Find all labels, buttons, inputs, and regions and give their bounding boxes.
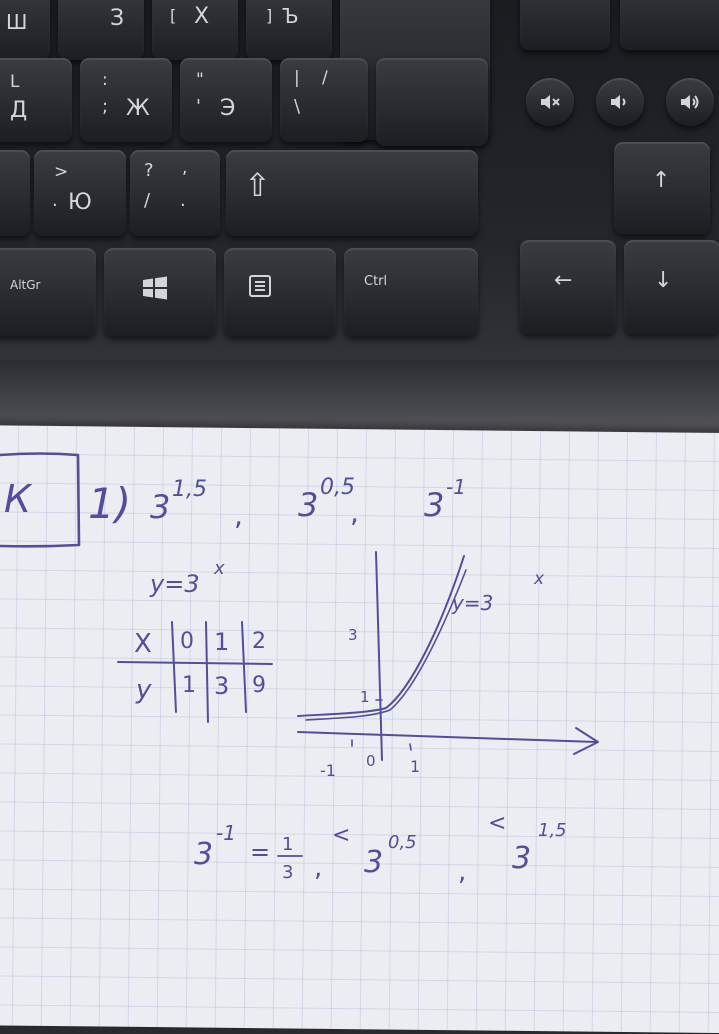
table-y-1: 3 [214, 672, 230, 700]
key-zhe-colon: : [102, 70, 108, 90]
power-1-base: 3 [150, 488, 171, 526]
result-left-base: 3 [194, 837, 214, 872]
power-2-exponent: 0,5 [320, 475, 355, 500]
function-label-exponent: x [214, 558, 225, 579]
table-y-2: 9 [252, 673, 266, 698]
y-tick-1: 1 [360, 688, 370, 706]
key-altgr-label: AltGr [10, 278, 41, 292]
key-kh-bracket: [ [170, 6, 177, 25]
result-fraction-denominator: 3 [282, 862, 294, 883]
table-x-label: X [134, 629, 152, 659]
key-slash-label: / [144, 190, 151, 211]
key-hard-label: Ъ [282, 4, 299, 28]
result-middle-base: 3 [364, 845, 384, 880]
key-slash-dot: . [180, 190, 186, 211]
key-e-label: Э [220, 96, 236, 121]
table-y-0: 1 [182, 673, 196, 698]
key-zhe-label: Ж [126, 96, 150, 121]
table-x-1: 1 [214, 628, 230, 656]
key-backslash-label: \ [294, 96, 301, 117]
arrow-left-icon: ← [554, 268, 573, 293]
task-number: 1) [88, 479, 132, 528]
table-y-label: y [136, 675, 152, 705]
key-slash-comma: , [182, 158, 188, 178]
result-fraction-numerator: 1 [282, 834, 294, 855]
arrow-up-icon: ↑ [652, 168, 671, 193]
result-right-base: 3 [512, 841, 532, 876]
table-x-2: 2 [252, 629, 266, 654]
arrow-down-icon: ↓ [654, 268, 673, 293]
result-comma-1: , [314, 853, 323, 883]
key-slash-question: ? [144, 160, 154, 181]
key-zhe-semicolon: ; [102, 96, 109, 117]
power-2-base: 3 [298, 486, 319, 524]
curve-label-base: y=3 [452, 591, 494, 615]
key-ctrl-label: Ctrl [364, 274, 388, 289]
y-tick-3: 3 [348, 626, 358, 644]
comparison-result [194, 811, 567, 887]
key-e-quote-top: " [196, 70, 204, 90]
key-ze-label: З [110, 6, 125, 31]
comma-2: , [350, 496, 359, 529]
function-label-base: y=3 [150, 570, 200, 598]
shift-arrow-icon: ⇧ [244, 166, 271, 204]
result-equals: = [250, 838, 271, 866]
x-tick-minus-1: -1 [320, 761, 336, 780]
exponential-curve-retrace [306, 570, 466, 720]
value-table [118, 622, 272, 722]
comma-1: , [234, 499, 243, 532]
x-axis [298, 732, 596, 742]
key-backslash-bar: | [294, 68, 300, 88]
key-yu-dot: . [52, 190, 58, 211]
power-3-exponent: -1 [446, 475, 466, 499]
result-less-2: < [488, 811, 507, 836]
key-backslash-slash: / [322, 68, 328, 88]
key-de-label: Д [10, 98, 28, 123]
key-yu-top: > [54, 162, 69, 182]
y-axis [376, 552, 382, 760]
result-comma-2: , [458, 857, 467, 887]
key-de-top: L [10, 72, 20, 92]
x-tick-1: 1 [410, 757, 421, 776]
power-3-base: 3 [424, 486, 445, 524]
key-hard-bracket: ] [266, 6, 273, 25]
key-e-quote: ' [196, 96, 201, 117]
result-left-exponent: -1 [216, 821, 236, 845]
result-less-1: < [332, 823, 351, 848]
result-right-exponent: 1,5 [538, 820, 567, 841]
curve-label-exponent: x [534, 569, 545, 589]
margin-label: К [4, 477, 31, 521]
key-kh-label: Х [194, 4, 210, 29]
key-sha-label: Ш [6, 10, 28, 34]
exponential-graph [298, 552, 598, 780]
x-tick-0: 0 [366, 752, 376, 770]
table-x-0: 0 [180, 629, 194, 654]
result-middle-exponent: 0,5 [388, 832, 417, 853]
power-1-exponent: 1,5 [172, 477, 207, 502]
key-yu-label: Ю [68, 190, 92, 215]
